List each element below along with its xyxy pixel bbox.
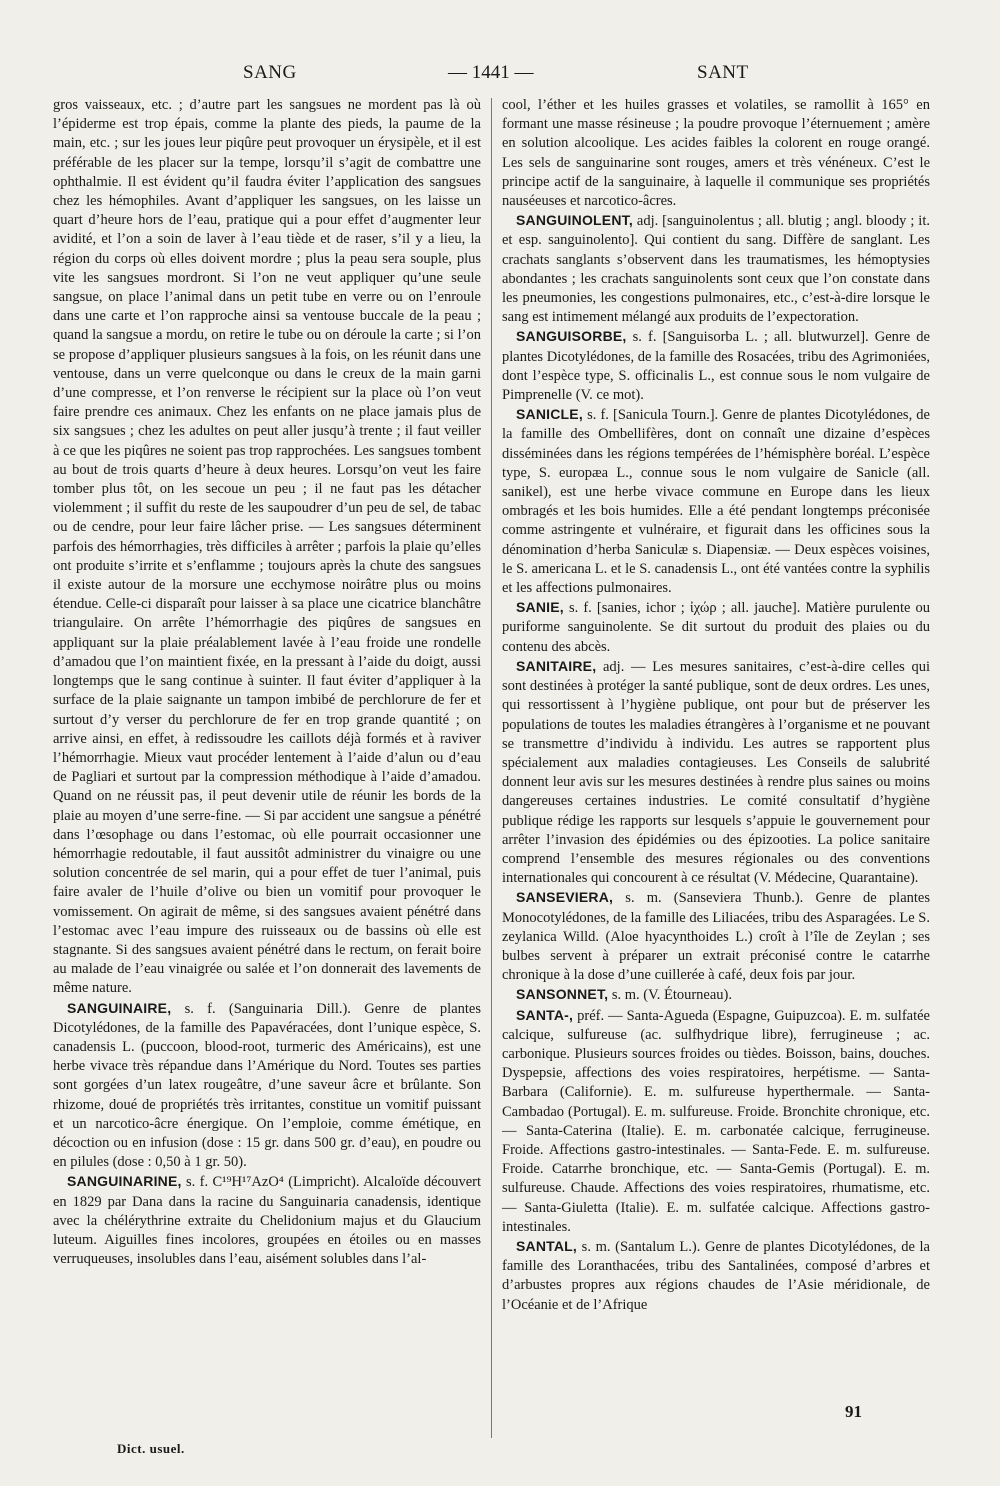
headword: SANSONNET,: [516, 986, 609, 1003]
entry-text: s. m. (Sanseviera Thunb.). Genre de plantes Monocotylédones, de la famille des Liliacées, tribu des Asparagées. Le S. zeylanica Willd. (Aloe hyacynthoides L.) croît à l’île de Zeylan ; ses bulbes servent à préparer un extrait préconisé contre le catarrhe chronique à la dose d’une cuillerée à café, deux fois par jour.: [502, 890, 930, 984]
headword: SANGUINARINE,: [67, 1173, 182, 1190]
entry-text: s. f. (Sanguinaria Dill.). Genre de plantes Dicotylédones, de la famille des Papavéracées, dont l’unique espèce, S. canadensis L. (puccoon, blood-root, turmeric des Américains), est une herbe vivace très répandue dans l’Amérique du Nord. Toutes ses parties sont gorgées d’un latex rougeâtre, d’une saveur âcre et brûlante. Son rhizome, doué de propriétés très irritantes, constitue un vomitif puissant et un narcotico-âcre énergique. On l’emploie, comme émétique, en décoction ou en infusion (dose : 15 gr. dans 500 gr. d’eau), en poudre ou en pilules (dose : 0,50 à 1 gr. 50).: [53, 1000, 481, 1171]
entry-santa: [502, 1006, 930, 1237]
entry-text: préf. — Santa-Agueda (Espagne, Guipuzcoa). E. m. sulfatée calcique, sulfureuse (ac. sulfhydrique libre), ferrugineuse ; ac. carbonique. Plusieurs sources froides ou tièdes. Boisson, bains, douches. Dyspepsie, affections des voies respiratoires, herpétisme. — Santa-Barbara (Californie). E. m. sulfureuse hyperthermale. — Santa-Cambadao (Portugal). E. m. sulfureuse. Froide. Bronchite chronique, etc. — Santa-Caterina (Italie). E. m. carbonatée calcique, ferrugineuse. Froide. Affections gastro-intestinales. — Santa-Fede. E. m. sulfureuse. Froide. Catarrhe bronchique, etc. — Santa-Gemis (Portugal). E. m. sulfureuse. Chaude. Affections des voies respiratoires, rhumatisme, etc. — Santa-Giuletta (Italie). E. m. sulfatée calcique. Affections gastro-intestinales.: [502, 1007, 930, 1235]
entry-text: adj. [sanguinolentus ; all. blutig ; angl. bloody ; it. et esp. sanguinolento]. Qui contient du sang. Diffère de sanglant. Les crachats sanglants s’observent dans les traumatismes, les hémoptysies abondantes ; les crachats sanguinolents sont ceux que l’on constate dans les pneumonies, les congestions pulmonaires, etc., c’est-à-dire lorsque le sang est intimement mélangé aux produits de l’expectoration.: [502, 213, 930, 326]
entry-santal: [502, 1237, 930, 1315]
entry-text: s. m. (Santalum L.). Genre de plantes Dicotylédones, de la famille des Loranthacées, tribu des Santalinées, composé d’arbres et d’arbustes propres aux régions chaudes de l’Asie méridionale, de l’Océanie et de l’Afrique: [502, 1238, 930, 1313]
headword: SANICLE,: [516, 406, 583, 423]
continuation-text: gros vaisseaux, etc. ; d’autre part les sangsues ne mordent pas là où l’épiderme est trop épais, comme la plante des pieds, la paume de la main, etc. ; sur les joues leur piqûre peut provoquer un érysipèle, et il est préférable de les placer sur la tempe, lorsqu’il s’agit de combattre une ophthalmie. Il est évident qu’il faudra éviter l’application des sangsues chez les hémophiles. Avant d’appliquer les sangsues, on les laisse un quart d’heure hors de l’eau, pratique qui a pour effet d’augmenter leur avidité, et l’on a soin de laver à l’eau tiède et de raser, s’il y a lieu, la région du corps où elles doivent mordre ; plus la peau sera souple, plus vite les sangsues mordront. Si l’on ne veut appliquer qu’une seule sangsue, on place l’animal dans un petit tube en verre ou on l’enroule dans une carte et l’on rapproche ainsi sa ventouse buccale de la peau ; quand la sangsue a mordu, on retire le tube ou on déroule la carte ; si l’on se propose d’appliquer plusieurs sangsues à la fois, on les réunit dans une ventouse, dans un verre quelconque ou dans le creux de la main garni d’une compresse, et l’on renverse le récipient sur la place où l’on veut faire prendre ces animaux. Chez les enfants on ne place jamais plus de six sangsues ; chez les adultes on peut aller jusqu’à trente ; il faut veiller à ce que les piqûres ne soient pas trop rapprochées. Les sangsues tombent au bout de trois quarts d’heure à deux heures. Lorsqu’on veut les faire tomber plus tôt, on les secoue un peu ; il ne faut pas les détacher violemment ; il suffit du reste de les saupoudrer d’un peu de sel, de tabac ou de cendre, pour leur faire lâcher prise. — Les sangsues déterminent parfois des hémorrhagies, très difficiles à arrêter ; parfois la plaie qu’elles ont produite s’irrite et s’enflamme ; toujours après la chute des sangsues il existe autour de la morsure une ecchymose noirâtre plus ou moins étendue. Celle-ci disparaît pour laisser à sa place une cicatrice blanchâtre triangulaire. On arrête l’hémorrhagie des piqûres de sangsues en appliquant sur la plaie préalablement lavée à l’eau froide une rondelle d’amadou que l’on maintient fixée, en la pressant à l’aide du doigt, aussi longtemps que le sang continue à suinter. Il faut éviter d’appliquer à la surface de la plaie saignante un tampon imbibé de perchlorure de fer et surtout d’y verser du perchlorure de fer en trop grande quantité ; on arrive ainsi, en effet, à redissoudre les caillots déjà formés et à raviver l’hémorrhagie. Mieux vaut procéder lentement à l’aide d’alun ou d’eau de Pagliari et surtout par la compression méthodique à l’aide d’amadou. Quand on ne réussit pas, il peut devenir utile de réunir les bords de la plaie au moyen d’une serre-fine. — Si par accident une sangsue a pénétré dans l’œsophage ou dans l’estomac, où elle pourrait occasionner une hémorrhagie redoutable, il faut aussitôt administrer du vinaigre ou une solution concentrée de sel marin, qui a pour effet de tuer l’animal, puis faire avaler de l’huile d’olive ou bien un vomitif pour provoquer le vomissement. On agirait de même, si des sangsues avaient pénétré dans l’estomac avec l’eau impure des ruisseaux ou de bassins où elle est stagnante. Si des sangsues avaient pénétré dans le rectum, on ferait boire au malade de l’eau vinaigrée ou salée et l’on donnerait des lavements de même nature.: [53, 97, 481, 997]
entry-text: s. f. [sanies, ichor ; ἰχώρ ; all. jauche]. Matière purulente ou puriforme sanguinolente. Se dit surtout du produit des plaies ou du contenu des abcès.: [502, 600, 930, 655]
entry-sanicle: [502, 405, 930, 598]
entry-text: s. f. C¹⁹H¹⁷AzO⁴ (Limpricht). Alcaloïde découvert en 1829 par Dana dans la racine du Sanguinaria canadensis, identique avec la chélérythrine extraite du Chelidonium majus et du Glaucium luteum. Aiguilles fines incolores, groupées en étoiles ou en masses verruqueuses, insolubles dans l’eau, aisément solubles dans l’al-: [53, 1174, 481, 1268]
entry-sanguinaire: [53, 999, 481, 1173]
entry-sanie: [502, 598, 930, 657]
signature-number: 91: [845, 1402, 862, 1421]
headword: SANGUISORBE,: [516, 328, 627, 345]
headword: SANGUINOLENT,: [516, 212, 633, 229]
headword: SANTA-,: [516, 1006, 574, 1023]
right-column: [502, 96, 930, 1315]
entry-sanguinolent: [502, 211, 930, 327]
entry-text: s. m. (V. Étourneau).: [608, 987, 733, 1004]
header-right-word: SANT: [697, 62, 749, 83]
running-head: [0, 62, 1000, 86]
entry-sansonnet: [502, 985, 930, 1005]
entry-sanseviera: [502, 888, 930, 985]
entry-sanguinarine: [53, 1172, 481, 1269]
headword: SANIE,: [516, 599, 564, 616]
entry-text: s. f. [Sanicula Tourn.]. Genre de plantes Dicotylédones, de la famille des Ombellifères, dont on connaît une dizaine d’espèces disséminées dans les régions tempérées de l’hémisphère boréal. L’espèce type, S. europæa L., connue sous le nom vulgaire de Sanicle (all. sanikel), est une herbe vivace commune en Europe dans les lieux ombragés et les bois humides. Elle a été pendant longtemps préconisée comme astringente et vulnéraire, et figurait dans les officines sous la dénomination d’herba Saniculæ s. Diapensiæ. — Deux espèces voisines, le S. americana L. et le S. canadensis L., ont été vantées contre la syphilis et les affections pulmonaires.: [502, 407, 930, 597]
continuation-text: cool, l’éther et les huiles grasses et volatiles, se ramollit à 165° en formant une masse résineuse ; la poudre provoque l’éternuement ; amère en solution alcoolique. Les acides faibles la colorent en rouge orangé. Les sels de sanguinarine sont rouges, amers et très vénéneux. C’est le principe actif de la sanguinaire, à laquelle il communique ses propriétés nauséeuses et narcotico-âcres.: [502, 97, 930, 210]
headword: SANSEVIERA,: [516, 889, 614, 906]
footer-signature-mark: Dict. usuel.: [117, 1441, 185, 1456]
entry-text: adj. — Les mesures sanitaires, c’est-à-dire celles qui sont destinées à protéger la santé publique, sont de deux ordres. Les unes, qui ressortissent à l’hygiène publique, ont pour but de préserver les populations de toutes les maladies étrangères à l’organisme et ne pouvant se transmettre d’individu à individu. Les autres se rapportent plus spécialement aux maladies contagieuses. Les Conseils de salubrité donnent leur avis sur les mesures destinées à rendre plus saines ou moins dangereuses certaines industries. Le comité consultatif d’hygiène publique rédige les rapports sur lesquels s’appuie le gouvernement pour arrêter l’invasion des épidémies ou des épizooties. La police sanitaire comprend l’ensemble des mesures régionales ou des conventions internationales qui concourent à ce résultat (V. Médecine, Quarantaine).: [502, 658, 930, 887]
column-divider: [491, 98, 492, 1438]
headword: SANTAL,: [516, 1237, 578, 1254]
headword: SANGUINAIRE,: [67, 999, 172, 1016]
entry-text: s. f. [Sanguisorba L. ; all. blutwurzel]. Genre de plantes Dicotylédones, de la famille des Rosacées, tribu des Agrimoniées, dont l’espèce type, S. officinalis L., est connue sous le nom vulgaire de Pimprenelle (V. ce mot).: [502, 329, 930, 404]
entry-sanguisorbe: [502, 327, 930, 405]
headword: SANITAIRE,: [516, 657, 597, 674]
page-number: — 1441 —: [448, 62, 534, 83]
header-left-word: SANG: [243, 62, 297, 83]
left-column: [53, 96, 481, 1269]
entry-sanitaire: [502, 657, 930, 888]
